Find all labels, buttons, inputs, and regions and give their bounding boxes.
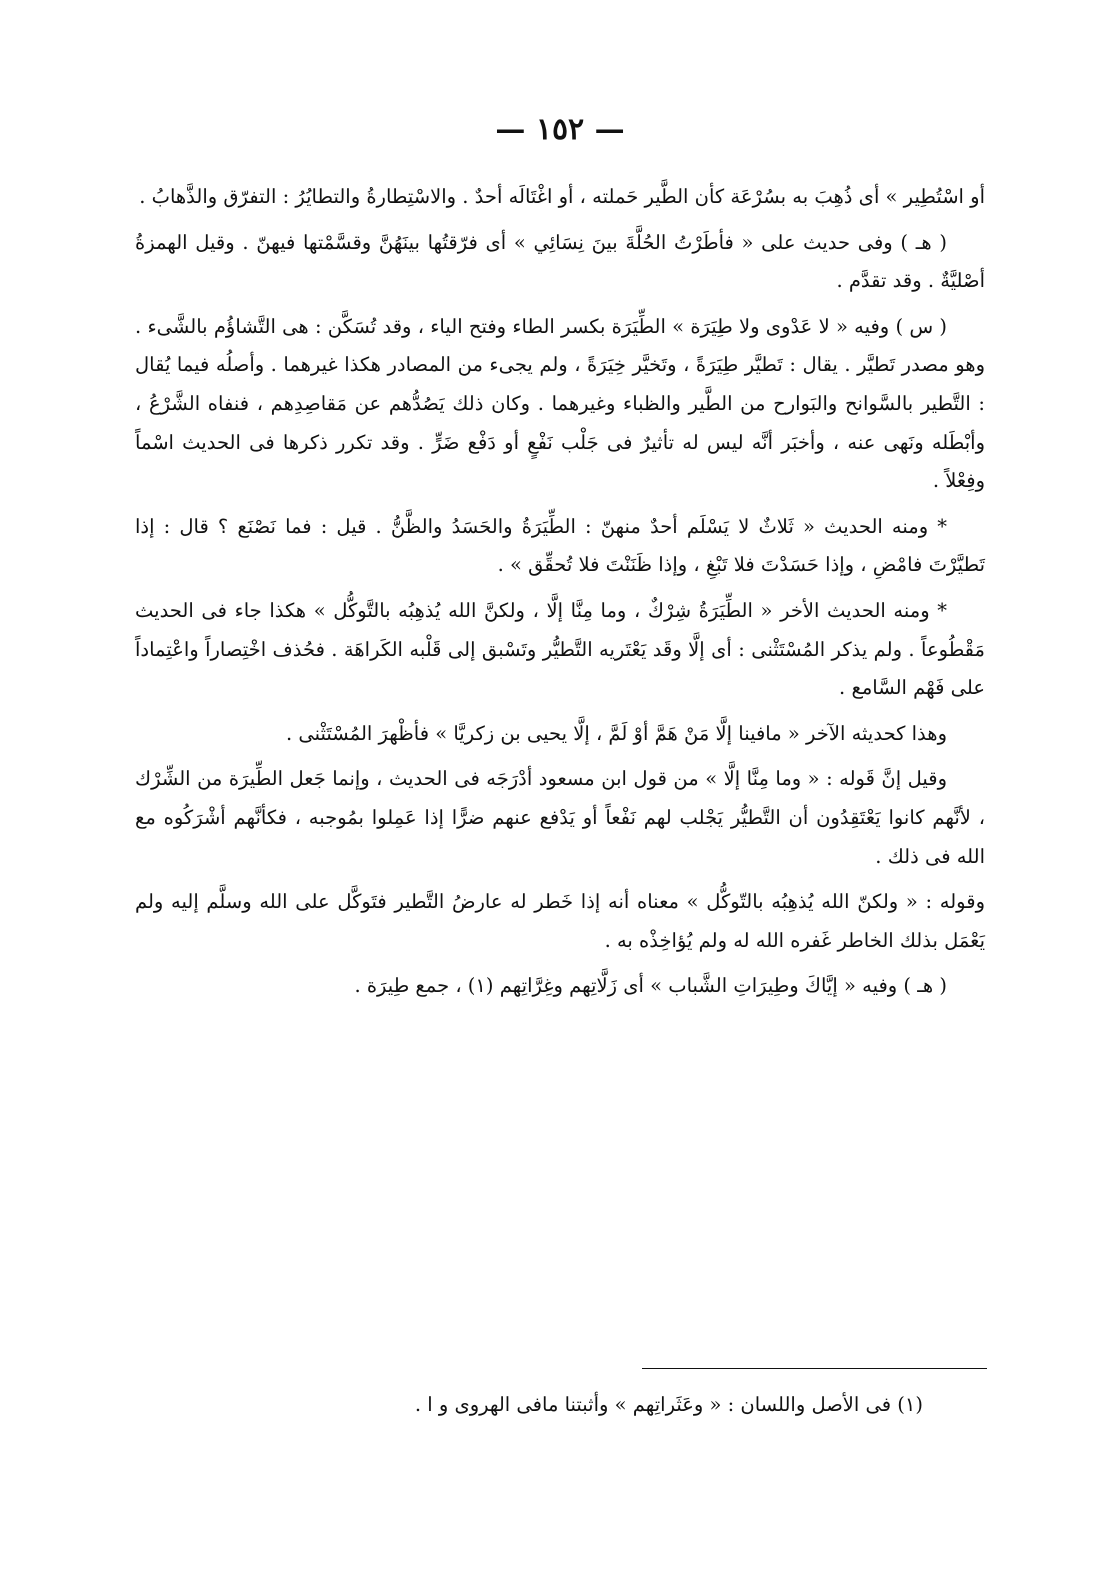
paragraph-tiyara-shirk-hadith: * ومنه الحديث الأخر « الطِّيَرَةُ شِرْكٌ ، وما مِنَّا إلَّا ، ولكنَّ الله يُذهِبُه بالتَّوكُّل » هكذا جاء فى الحديث مَقْطُوعاً . ولم يذكر المُسْتَثْنى : أى إلَّا وقَد يَعْتَريه التَّطيُّر وتَسْبق إلى قَلْبه الكَراهَة . فحُذف اخْتِصاراً واعْتِماداً على فَهْم السَّامع . <box>135 598 985 700</box>
paragraph-ibn-masud-note: وقيل إنَّ قَوله : « وما مِنَّا إلَّا » من قول ابن مسعود أدْرَجَه فى الحديث ، وإنما جَعل الطِّيرَة من الشِّرْك ، لأنَّهم كانوا يَعْتَقِدُون أن التَّطيُّر يَجْلب لهم نَفْعاً أو يَدْفع عنهم ضرًّا إذا عَمِلوا بمُوجبه ، فكأنَّهم أشْرَكُوه مع الله فى ذلك . <box>135 767 985 868</box>
paragraph-taar-continuation: أو اسْتُطِير » أى ذُهِبَ به بسُرْعَة كأن الطَّير حَملته ، أو اغْتَالَه أحدٌ . والاسْتِطارةُ والتطايُرُ : التفرّق والذَّهابُ . <box>139 185 985 208</box>
paragraph-three-things-hadith: * ومنه الحديث « ثَلاثٌ لا يَسْلَم أحدٌ منهنّ : الطِّيَرَةُ والحَسَدُ والظَّنُّ . قيل : فما نَصْنَع ؟ قال : إذا تَطيَّرْتَ فامْضِ ، وإذا حَسَدْتَ فلا تَبْغِ ، وإذا ظَنَنْتَ فلا تُحقِّق » . <box>135 514 985 577</box>
footnote-divider <box>642 1368 987 1369</box>
paragraph-tiyara-definition: ( س ) وفيه « لا عَدْوى ولا طِيَرَة » الطِّيَرَة بكسر الطاء وفتح الياء ، وقد تُسَكَّن : هى التَّشاؤُم بالشَّىء . وهو مصدر تَطيَّر . يقال : تَطيَّر طِيَرَةً ، وتَخيَّر خِيَرَةً ، ولم يجىء من المصادر هكذا غيرهما . وأصلُه فيما يُقال : التَّطير بالسَّوانح والبَوارح من الطَّير والظباء وغيرهما . وكان ذلك يَصُدُّهم عن مَقاصِدِهم ، فنفاه الشَّرْعُ ، وأبْطَله ونَهى عنه ، وأخبَر أنَّه ليس له تأثيرٌ فى جَلْب نَفْعٍ أو دَفْع ضَرٍّ . وقد تكرر ذكرها فى الحديث اسْماً وفِعْلاً . <box>135 314 985 493</box>
paragraph-tawakkul-explanation: وقوله : « ولكنّ الله يُذهِبُه بالتّوكُّل » معناه أنه إذا خَطر له عارضُ التَّطير فتَوكَّل على الله وسلَّم إليه ولم يَعْمَل بذلك الخاطر غَفره الله له ولم يُؤاخِذْه به . <box>135 890 985 952</box>
paragraph-tirat-al-shabab: ( هـ ) وفيه « إيَّاكَ وطِيرَاتِ الشَّباب » أى زَلَّاتِهم وغِرَّاتِهم (١) ، جمع طِيرَة . <box>354 974 947 998</box>
page-number: — ١٥٢ — <box>495 112 625 147</box>
footnote: (١) فى الأصل واللسان : « وعَثَراتِهم » وأثبتنا مافى الهروى و ا . <box>414 1393 923 1416</box>
paragraph-hadith-ali: ( هـ ) وفى حديث على « فأطَرْتُ الحُلَّةَ بينَ نِسَائِي » أى فرّقتُها بينَهُنَّ وقسَّمْتها فيهنّ . وقيل الهمزةُ أصْليَّةٌ . وقد تقدَّم . <box>135 230 985 293</box>
main-text <box>135 178 985 1006</box>
paragraph-yahya-hadith: وهذا كحديثه الآخر « مافينا إلَّا مَنْ هَمَّ أوْ لَمَّ ، إلَّا يحيى بن زكريَّا » فأظْهرَ المُسْتَثْنى . <box>285 721 947 745</box>
